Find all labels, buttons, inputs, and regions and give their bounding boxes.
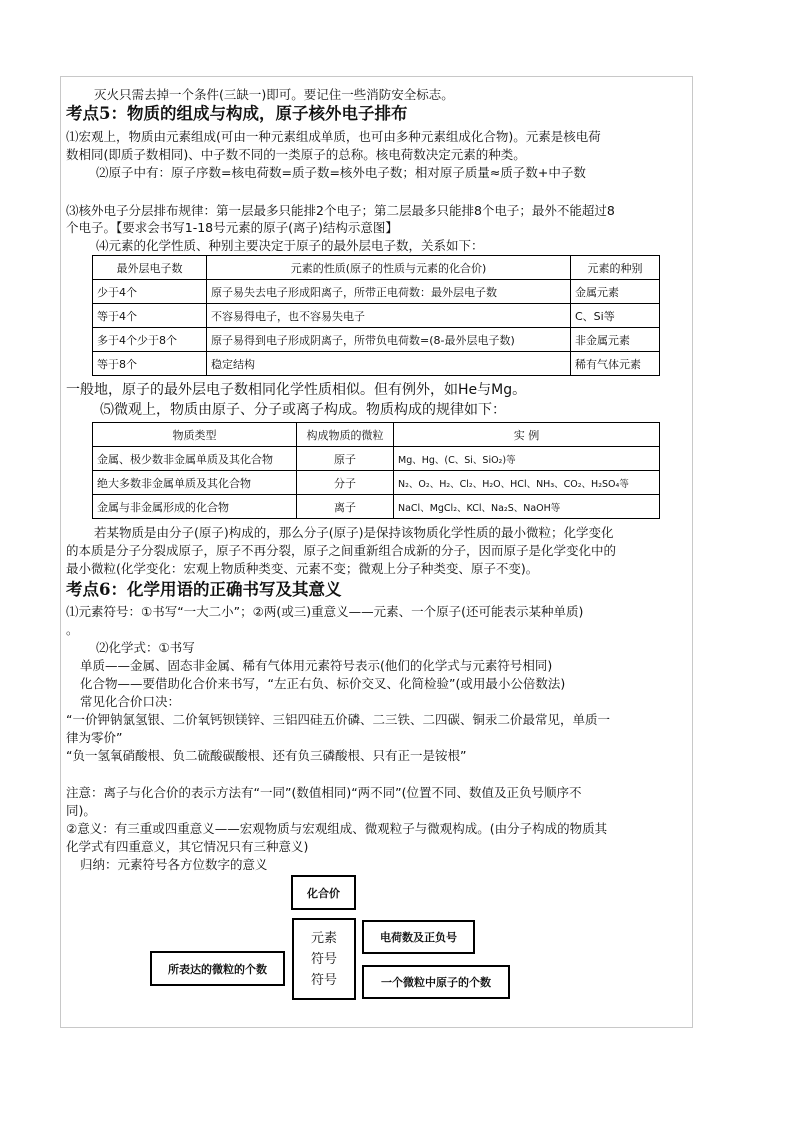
charge-box: 电荷数及正负号 [362,920,475,954]
particle-table [92,422,660,519]
atom-count-box: 一个微粒中原子的个数 [362,965,510,999]
section-heading-6: 考点6：化学用语的正确书写及其意义 [66,580,342,599]
text-line: 的本质是分子分裂成原子，原子不再分裂，原子之间重新组合成新的分子，因而原子是化学变化中的 [66,543,617,558]
text-line: 注意：离子与化合价的表示方法有“一同”(数值相同)“两不同”(位置不同、数值及正负号顺序不 [66,785,582,800]
electron-table [92,255,660,376]
table-row [93,280,660,304]
text-line: 若某物质是由分子(原子)构成的，那么分子(原子)是保持该物质化学性质的最小微粒；化学变化 [94,525,614,540]
text-line: ⑷元素的化学性质、种别主要决定于原子的最外层电子数，关系如下： [96,238,484,253]
table-header-cell: 物质类型 [93,423,297,447]
section-heading-5: 考点5：物质的组成与构成，原子核外电子排布 [66,104,408,123]
table-cell: 原子 [297,447,394,471]
text-line: ⑵原子中有：原子序数=核电荷数=质子数=核外电子数；相对原子质量≈质子数+中子数 [96,165,586,180]
table-cell: NaCl、MgCl₂、KCl、Na₂S、NaOH等 [394,495,660,519]
table-row [93,495,660,519]
table-cell: 绝大多数非金属单质及其化合物 [93,471,297,495]
text-line: 一般地，原子的最外层电子数相同化学性质相似。但有例外，如He与Mg。 [66,382,527,398]
text-line: 化学式有四重意义，其它情况只有三种意义) [66,839,309,854]
table-row [93,447,660,471]
table-cell: 分子 [297,471,394,495]
table-header-row [93,423,660,447]
table-row [93,352,660,376]
table-header-cell: 元素的种别 [571,256,660,280]
table-row [93,304,660,328]
table-cell: 稳定结构 [207,352,571,376]
symbol-line: 元素 [310,930,337,946]
text-line: 化合物——要借助化合价来书写，“左正右负、标价交叉、化简检验”(或用最小公倍数法) [80,676,566,691]
text-line: “负一氢氧硝酸根、负二硫酸碳酸根、还有负三磷酸根、只有正一是铵根” [66,748,467,763]
table-header-cell: 最外层电子数 [93,256,207,280]
table-cell: 离子 [297,495,394,519]
text-line: “一价钾钠氯氢银、二价氧钙钡镁锌、三铝四硅五价磷、二三铁、二四碳、铜汞二价最常见，单质一 [66,712,610,727]
symbol-line: 符号 [310,972,337,988]
text-line: 最小微粒(化学变化：宏观上物质种类变、元素不变；微观上分子种类变、原子不变)。 [66,561,539,576]
table-cell: 不容易得电子，也不容易失电子 [207,304,571,328]
table-cell: 原子易得到电子形成阴离子，所带负电荷数=(8-最外层电子数) [207,328,571,352]
text-line: 。 [66,622,79,637]
valence-box: 化合价 [291,875,356,910]
table-cell: 等于8个 [93,352,207,376]
table-cell: 多于4个少于8个 [93,328,207,352]
table-cell: Mg、Hg、(C、Si、SiO₂)等 [394,447,660,471]
table-cell: 原子易失去电子形成阳离子，所带正电荷数：最外层电子数 [207,280,571,304]
text-line: 归纳：元素符号各方位数字的意义 [80,857,268,872]
text-line: ⑸微观上，物质由原子、分子或离子构成。物质构成的规律如下： [100,402,506,418]
text-line: 灭火只需去掉一个条件(三缺一)即可。要记住一些消防安全标志。 [94,87,454,102]
text-line: ②意义：有三重或四重意义——宏观物质与宏观组成、微观粒子与微观构成。(由分子构成的物质其 [66,821,608,836]
text-line: 常见化合价口决： [80,694,181,709]
table-cell: 金属元素 [571,280,660,304]
text-line: 律为零价” [66,730,123,745]
table-row [93,471,660,495]
table-header-cell: 元素的性质(原子的性质与元素的化合价) [207,256,571,280]
table-cell: 稀有气体元素 [571,352,660,376]
symbol-line: 符号 [310,951,337,967]
particle-count-box: 所表达的微粒的个数 [150,951,285,986]
table-row [93,328,660,352]
table-cell: N₂、O₂、H₂、Cl₂、H₂O、HCl、NH₃、CO₂、H₂SO₄等 [394,471,660,495]
table-header-row [93,256,660,280]
table-cell: 等于4个 [93,304,207,328]
table-cell: 金属与非金属形成的化合物 [93,495,297,519]
table-header-cell: 实 例 [394,423,660,447]
text-line: 单质——金属、固态非金属、稀有气体用元素符号表示(他们的化学式与元素符号相同) [80,658,553,673]
table-cell: 少于4个 [93,280,207,304]
text-line: ⑴元素符号：①书写“一大二小”；②两(或三)重意义——元素、一个原子(还可能表示某种单质) [66,604,584,619]
table-cell: C、Si等 [571,304,660,328]
table-cell: 金属、极少数非金属单质及其化合物 [93,447,297,471]
table-header-cell: 构成物质的微粒 [297,423,394,447]
text-line: ⑶核外电子分层排布规律：第一层最多只能排2个电子；第二层最多只能排8个电子；最外不能超过8 [66,203,615,218]
text-line: 个电子。【要求会书写1-18号元素的原子(离子)结构示意图】 [66,220,398,235]
element-symbol-box [292,918,356,1000]
text-line: ⑵化学式：①书写 [96,640,195,655]
text-line: 同)。 [66,803,96,818]
text-line: ⑴宏观上，物质由元素组成(可由一种元素组成单质，也可由多种元素组成化合物)。元素是核电荷 [66,129,601,144]
table-cell: 非金属元素 [571,328,660,352]
text-line: 数相同(即质子数相同)、中子数不同的一类原子的总称。核电荷数决定元素的种类。 [66,147,526,162]
